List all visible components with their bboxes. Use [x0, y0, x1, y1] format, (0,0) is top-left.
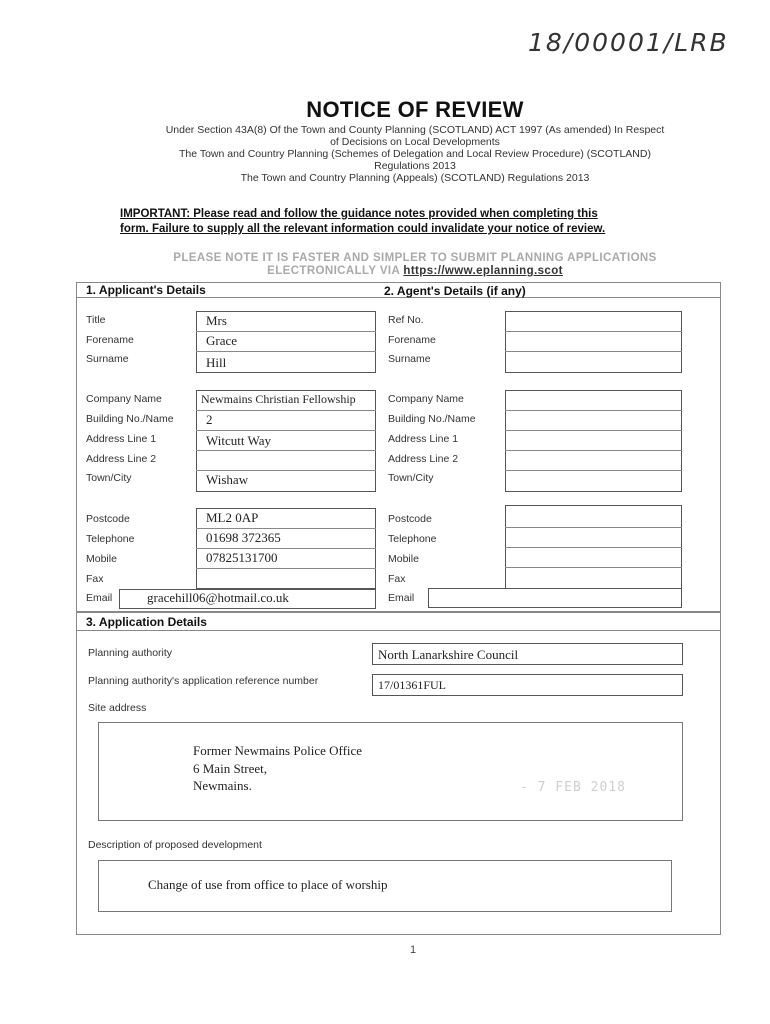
agent-company-label: Company Name — [388, 393, 464, 405]
applicant-fax-label: Fax — [86, 573, 104, 585]
agent-ref-label: Ref No. — [388, 314, 424, 326]
electronic-submission-note-1: PLEASE NOTE IT IS FASTER AND SIMPLER TO SUBMIT PLANNING APPLICATIONS — [173, 252, 657, 264]
description-field: Change of use from office to place of worship — [148, 877, 388, 892]
applicant-telephone-field[interactable]: 01698 372365 — [206, 530, 281, 545]
description-label: Description of proposed development — [88, 839, 262, 851]
application-ref-label: Planning authority's application reference number — [88, 675, 319, 687]
applicant-town-field[interactable]: Wishaw — [206, 472, 249, 487]
applicant-postcode-label: Postcode — [86, 513, 130, 525]
agent-forename-field[interactable] — [506, 332, 681, 350]
planning-authority-field[interactable]: North Lanarkshire Council — [378, 647, 519, 662]
agent-address1-label: Address Line 1 — [388, 433, 459, 445]
applicant-telephone-label: Telephone — [86, 533, 135, 545]
agent-email-field[interactable] — [428, 588, 682, 608]
application-ref-field[interactable]: 17/01361FUL — [378, 678, 447, 692]
applicant-address1-label: Address Line 1 — [86, 433, 157, 445]
agent-forename-label: Forename — [388, 334, 436, 346]
legislation-block — [100, 124, 730, 184]
important-notice-line-1: IMPORTANT: Please read and follow the guidance notes provided when completing this — [120, 208, 598, 220]
applicant-surname-field[interactable]: Hill — [206, 355, 227, 370]
handwritten-reference: 18/00001/LRB — [528, 28, 729, 57]
received-date-stamp: - 7 FEB 2018 — [520, 780, 626, 795]
agent-mobile-field[interactable] — [506, 548, 681, 566]
page-number: 1 — [410, 944, 417, 956]
applicant-surname-label: Surname — [86, 353, 129, 365]
site-address-label: Site address — [88, 702, 147, 714]
legislation-line-3: The Town and Country Planning (Schemes of Delegation and Local Review Procedure) (SCOTLAND) — [179, 148, 651, 160]
agent-mobile-label: Mobile — [388, 553, 419, 565]
agent-fax-label: Fax — [388, 573, 406, 585]
eplanning-link[interactable]: https://www.eplanning.scot — [403, 265, 563, 277]
applicant-email-field[interactable]: gracehill06@hotmail.co.uk — [147, 590, 289, 605]
applicant-mobile-field[interactable]: 07825131700 — [206, 550, 278, 565]
applicant-address2-label: Address Line 2 — [86, 453, 157, 465]
legislation-line-4: Regulations 2013 — [374, 160, 456, 172]
agent-town-label: Town/City — [388, 472, 434, 484]
agent-address2-field[interactable] — [506, 451, 681, 469]
agent-building-label: Building No./Name — [388, 413, 476, 425]
important-notice-line-2: form. Failure to supply all the relevant information could invalidate your notice of review. — [120, 223, 606, 235]
agent-fax-field[interactable] — [506, 568, 681, 588]
agent-details-heading: 2. Agent's Details (if any) — [384, 284, 526, 298]
site-address-line-3: Newmains. — [193, 778, 252, 793]
applicant-town-label: Town/City — [86, 472, 132, 484]
agent-surname-label: Surname — [388, 353, 431, 365]
applicant-title-field[interactable]: Mrs — [206, 313, 227, 328]
electronic-submission-note-2 — [100, 265, 730, 277]
application-details-heading: 3. Application Details — [86, 615, 207, 629]
agent-telephone-field[interactable] — [506, 528, 681, 546]
applicant-company-field[interactable]: Newmains Christian Fellowship — [201, 392, 356, 406]
agent-company-field[interactable] — [506, 391, 681, 409]
site-address-field[interactable] — [98, 722, 683, 821]
agent-telephone-label: Telephone — [388, 533, 437, 545]
planning-authority-label: Planning authority — [88, 647, 173, 659]
applicant-building-label: Building No./Name — [86, 413, 174, 425]
applicant-email-label: Email — [86, 592, 113, 604]
agent-postcode-field[interactable] — [506, 506, 681, 526]
applicant-forename-label: Forename — [86, 334, 134, 346]
agent-surname-field[interactable] — [506, 352, 681, 372]
site-address-line-2: 6 Main Street, — [193, 761, 268, 776]
agent-building-field[interactable] — [506, 411, 681, 429]
agent-address2-label: Address Line 2 — [388, 453, 459, 465]
applicant-address1-field[interactable]: Witcutt Way — [206, 433, 271, 448]
agent-postcode-label: Postcode — [388, 513, 432, 525]
agent-address1-field[interactable] — [506, 431, 681, 449]
applicant-mobile-label: Mobile — [86, 553, 117, 565]
legislation-line-5: The Town and Country Planning (Appeals) (SCOTLAND) Regulations 2013 — [240, 172, 590, 184]
site-address-line-1: Former Newmains Police Office — [193, 743, 363, 758]
agent-ref-field[interactable] — [506, 312, 681, 330]
electronic-submission-prefix: ELECTRONICALLY VIA — [267, 265, 400, 277]
applicant-title-label: Title — [86, 314, 106, 326]
legislation-line-2: of Decisions on Local Developments — [330, 136, 500, 148]
applicant-details-heading: 1. Applicant's Details — [86, 283, 206, 297]
agent-email-label: Email — [388, 592, 415, 604]
page-title: NOTICE OF REVIEW — [306, 97, 524, 122]
applicant-postcode-field[interactable]: ML2 0AP — [206, 510, 259, 525]
agent-town-field[interactable] — [506, 471, 681, 491]
applicant-building-field[interactable]: 2 — [206, 412, 213, 427]
applicant-forename-field[interactable]: Grace — [206, 333, 238, 348]
applicant-company-label: Company Name — [86, 393, 162, 405]
legislation-line-1: Under Section 43A(8) Of the Town and County Planning (SCOTLAND) ACT 1997 (As amended) In Respect — [165, 124, 665, 136]
